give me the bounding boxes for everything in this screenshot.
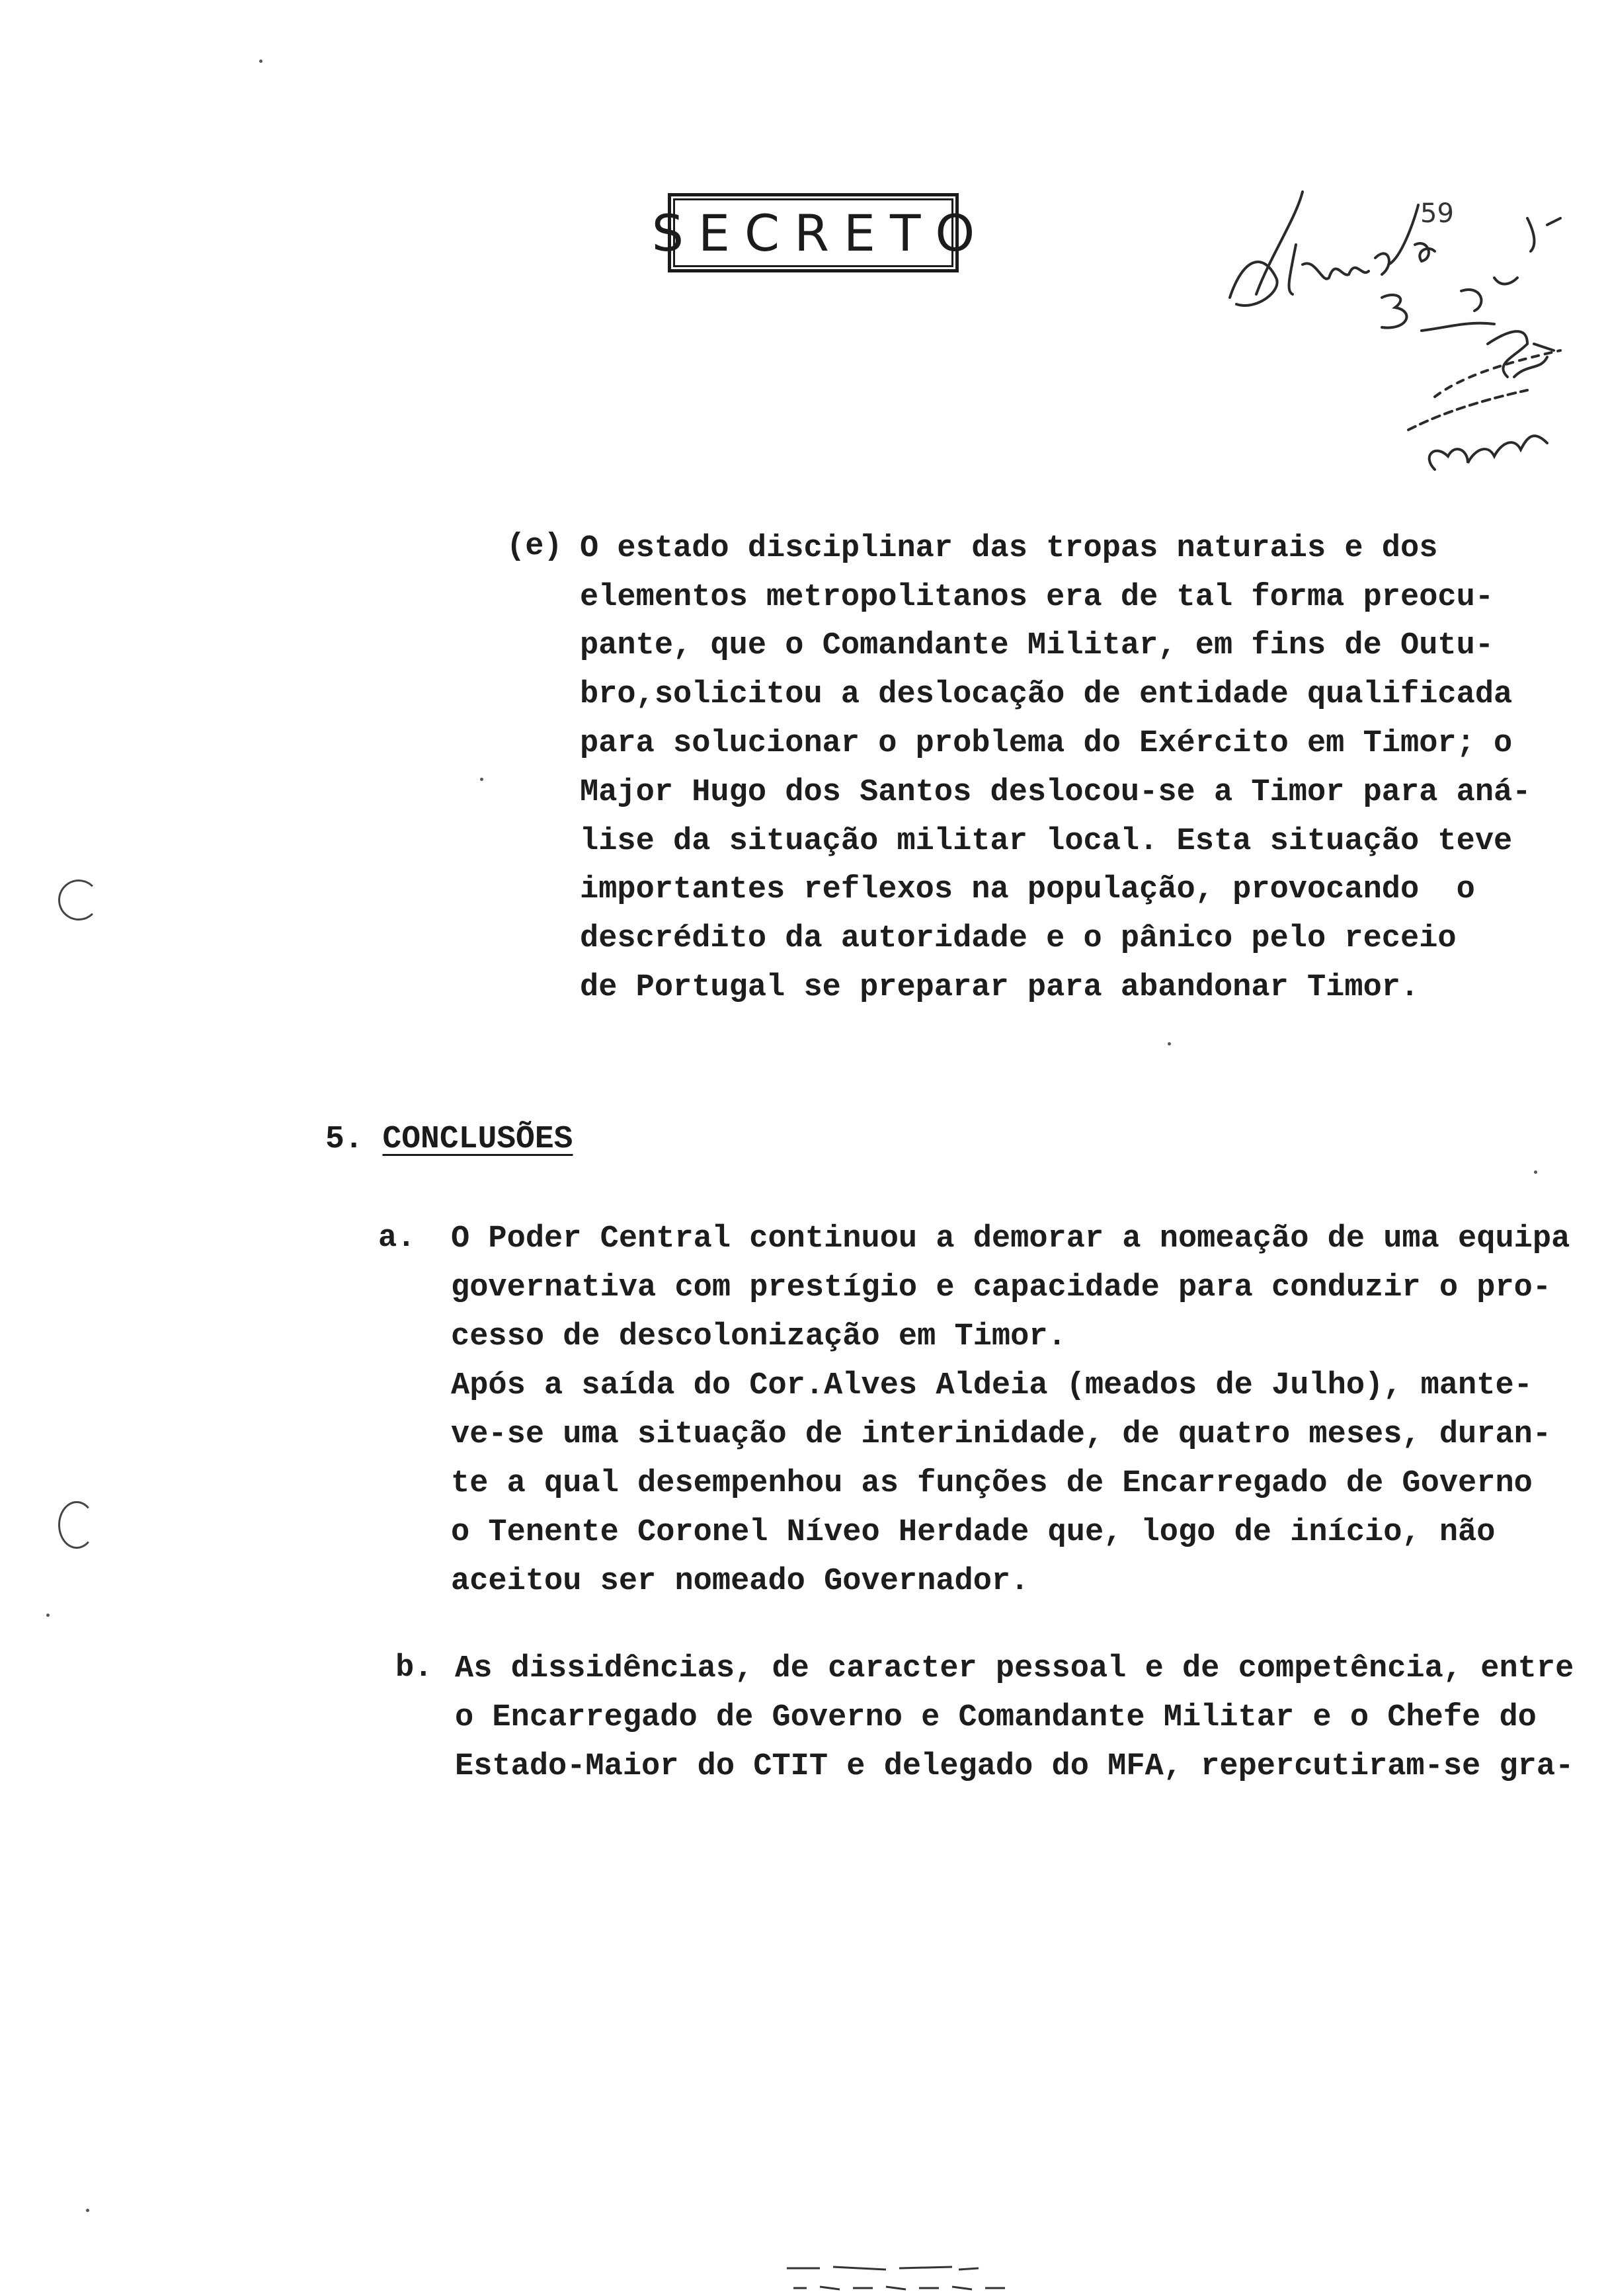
section-5-number: 5. [325, 1122, 364, 1157]
item-a-line-6: te a qual desempenhou as funções de Encarregado de Governo [451, 1466, 1533, 1501]
item-a-line-4: Após a saída do Cor.Alves Aldeia (meados de Julho), mante- [451, 1368, 1533, 1403]
punch-hole-mark [58, 880, 99, 921]
item-e-line-3: pante, que o Comandante Militar, em fins de Outu- [580, 628, 1494, 663]
item-a-line-2: governativa com prestígio e capacidade para conduzir o pro- [451, 1270, 1552, 1305]
item-b-line-1: As dissidências, de caracter pessoal e de competência, entre [455, 1651, 1574, 1686]
item-b-label: b. [395, 1651, 433, 1686]
item-a-line-3: cesso de descolonização em Timor. [451, 1319, 1066, 1354]
item-a-line-5: ve-se uma situação de interinidade, de quatro meses, duran- [451, 1417, 1552, 1452]
item-e-line-9: descrédito da autoridade e o pânico pelo receio [580, 921, 1457, 956]
section-5-title: CONCLUSÕES [382, 1122, 573, 1157]
item-b-line-3: Estado-Maior do CTIT e delegado do MFA, repercutiram-se gra- [455, 1749, 1574, 1784]
item-e-label: (e) [506, 529, 563, 564]
item-e-line-5: para solucionar o problema do Exército em Timor; o [580, 726, 1513, 761]
item-e-line-4: bro,solicitou a deslocação de entidade qualificada [580, 677, 1513, 712]
classification-stamp [651, 193, 990, 272]
item-e-line-6: Major Hugo dos Santos deslocou-se a Timor para aná- [580, 775, 1531, 810]
scan-speck [46, 1614, 50, 1617]
handwritten-annotation [1217, 179, 1587, 503]
item-e-line-8: importantes reflexos na população, provocando o [580, 872, 1475, 907]
item-e-line-7: lise da situação militar local. Esta situação teve [580, 824, 1513, 859]
scan-speck [259, 60, 262, 63]
item-e-line-10: de Portugal se preparar para abandonar Timor. [580, 970, 1420, 1005]
page-number: 59 [1420, 198, 1454, 229]
scan-speck [1168, 1042, 1171, 1046]
scan-speck [480, 778, 483, 781]
item-a-label: a. [378, 1221, 416, 1256]
section-5-heading [325, 1122, 573, 1157]
footer-scan-mark [780, 2255, 1058, 2295]
item-a-line-1: O Poder Central continuou a demorar a nomeação de uma equipa [451, 1221, 1570, 1256]
item-e-line-2: elementos metropolitanos era de tal forma preocu- [580, 580, 1494, 615]
item-b-line-2: o Encarregado de Governo e Comandante Militar e o Chefe do [455, 1700, 1537, 1735]
scan-speck [86, 2209, 89, 2212]
item-a-line-8: aceitou ser nomeado Governador. [451, 1564, 1029, 1599]
stamp-text: SECRETO [651, 203, 990, 263]
punch-hole-mark [58, 1501, 95, 1549]
scan-speck [1534, 1170, 1537, 1174]
item-e-line-1: O estado disciplinar das tropas naturais e dos [580, 531, 1438, 566]
item-a-line-7: o Tenente Coronel Níveo Herdade que, logo de início, não [451, 1515, 1496, 1550]
